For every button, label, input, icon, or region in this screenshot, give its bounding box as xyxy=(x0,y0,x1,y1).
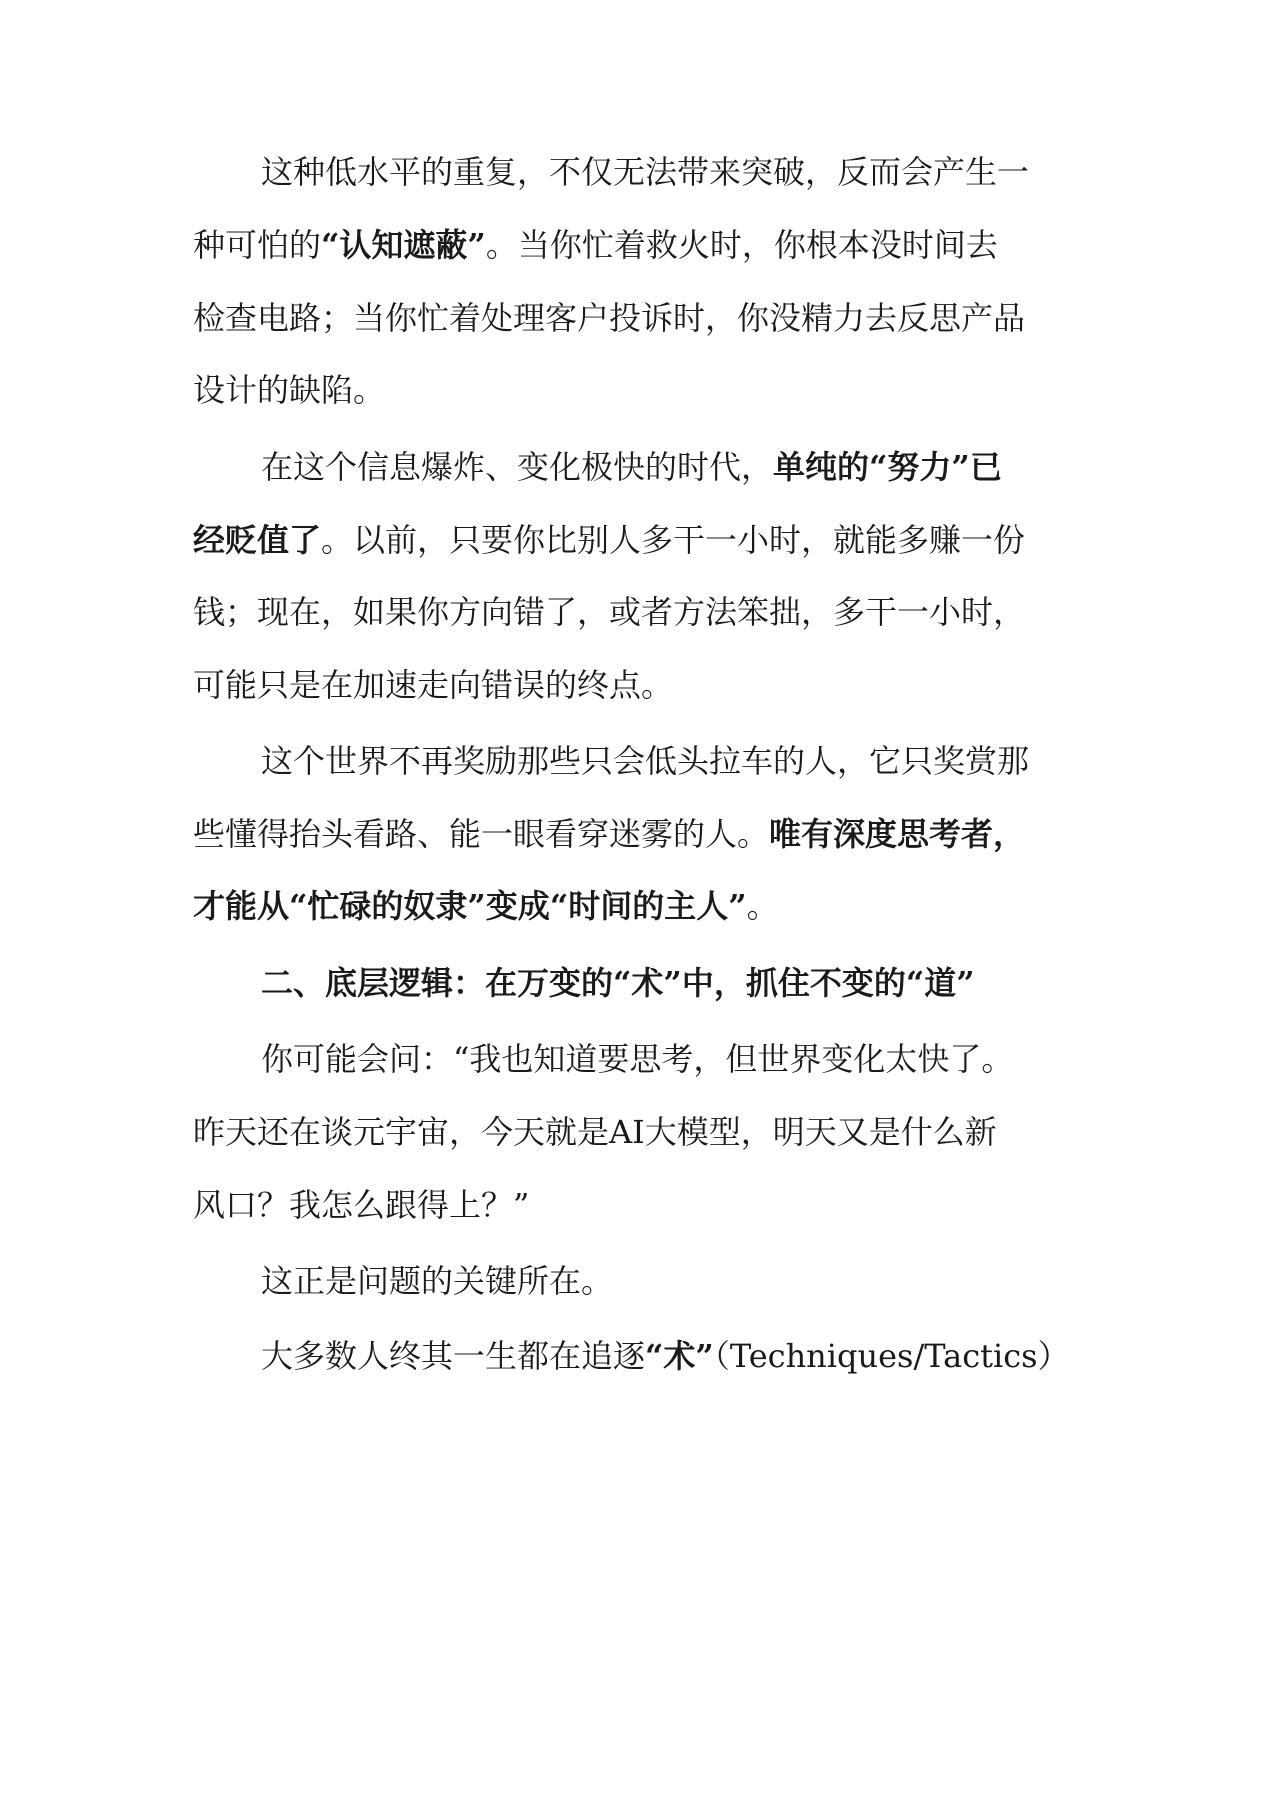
body-text-line xyxy=(193,296,1025,340)
text-run: 昨天还在谈元宇宙，今天就是AI大模型，明天又是什么新 xyxy=(193,1113,997,1151)
text-run: 你可能会问：“我也知道要思考，但世界变化太快了。 xyxy=(261,1040,1014,1078)
emphasis-text: 才能从“忙碌的奴隶”变成“时间的主人” xyxy=(193,887,747,925)
body-text-line xyxy=(193,518,1025,562)
text-run: （Techniques/Tactics） xyxy=(713,1337,1070,1375)
heading-text: 二、底层逻辑：在万变的“术”中，抓住不变的“道” xyxy=(261,964,975,1002)
text-run: 设计的缺陷。 xyxy=(193,371,386,409)
body-text-line xyxy=(261,1037,1013,1081)
body-text-line xyxy=(193,223,998,267)
emphasis-text: “认知遮蔽” xyxy=(321,226,486,264)
text-run: 些懂得抬头看路、能一眼看穿迷雾的人。 xyxy=(193,815,770,853)
body-text-line xyxy=(261,739,1029,783)
text-run: 种可怕的 xyxy=(193,226,322,264)
body-text-line xyxy=(261,445,1002,489)
section-heading xyxy=(261,961,975,1005)
body-text-line xyxy=(261,1259,613,1303)
text-run: 这个世界不再奖励那些只会低头拉车的人，它只奖赏那 xyxy=(261,742,1030,780)
text-run: 。当你忙着救火时，你根本没时间去 xyxy=(485,226,998,264)
text-run: 。以前，只要你比别人多干一小时，就能多赚一份 xyxy=(321,521,1026,559)
body-text-line xyxy=(261,150,1029,194)
body-text-line xyxy=(193,1110,997,1154)
emphasis-text: “术” xyxy=(645,1337,714,1375)
body-text-line xyxy=(193,1183,529,1227)
body-text-line xyxy=(193,663,673,707)
body-text-line xyxy=(261,1334,1070,1378)
text-run: 钱；现在，如果你方向错了，或者方法笨拙，多干一小时， xyxy=(193,593,1026,631)
emphasis-text: 单纯的“努力”已 xyxy=(773,448,1002,486)
text-run: 大多数人终其一生都在追逐 xyxy=(261,1337,646,1375)
text-run: 检查电路；当你忙着处理客户投诉时，你没精力去反思产品 xyxy=(193,299,1026,337)
body-text-line xyxy=(193,812,1025,856)
text-run: 这种低水平的重复，不仅无法带来突破，反而会产生一 xyxy=(261,153,1030,191)
text-run: 风口？我怎么跟得上？” xyxy=(193,1186,530,1224)
text-run: 这正是问题的关键所在。 xyxy=(261,1262,614,1300)
body-text-line xyxy=(193,368,385,412)
emphasis-text: 经贬值了 xyxy=(193,521,322,559)
body-text-line xyxy=(193,590,1025,634)
body-text-line xyxy=(193,884,779,928)
text-run: 在这个信息爆炸、变化极快的时代， xyxy=(261,448,774,486)
text-run: 可能只是在加速走向错误的终点。 xyxy=(193,666,674,704)
text-run: 。 xyxy=(746,887,779,925)
emphasis-text: 唯有深度思考者， xyxy=(769,815,1026,853)
